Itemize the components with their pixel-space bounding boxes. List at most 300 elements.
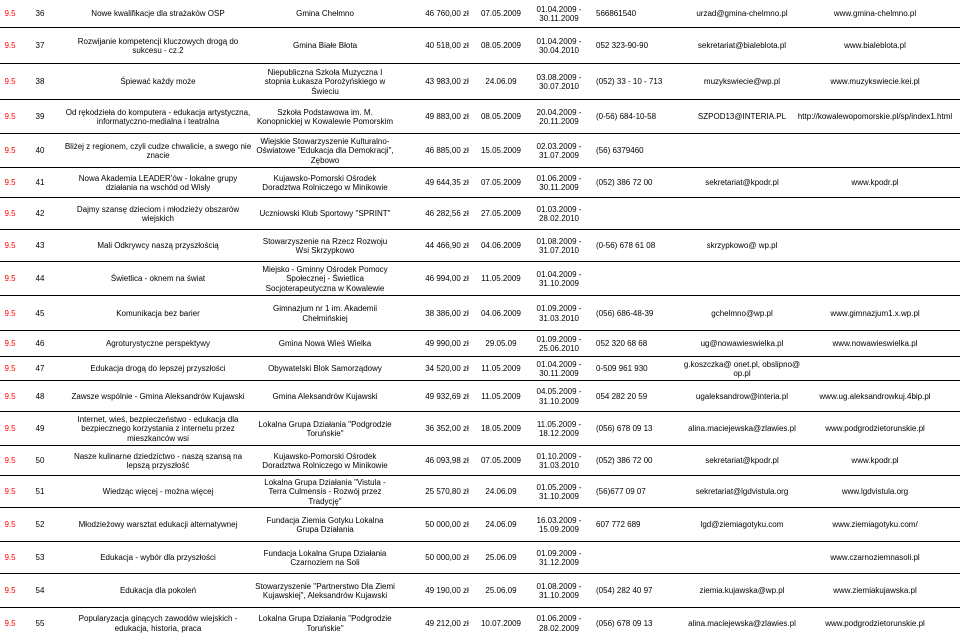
number-cell-text: 40 [35,146,45,156]
title-cell-text: Komunikacja bez barier [116,308,200,318]
title-cell [62,296,254,331]
website-cell [790,542,960,574]
organization-cell [255,230,395,262]
priority-cell-text: 9.5 [4,520,16,530]
title-cell [62,64,254,100]
phone-cell-text: 0-509 961 930 [596,364,648,374]
priority-cell [0,476,20,508]
priority-cell-text: 9.5 [4,41,16,51]
email-cell [680,230,804,262]
priority-cell-text: 9.5 [4,618,16,628]
period-cell [530,574,588,608]
period-cell [530,446,588,476]
table-row [0,28,960,64]
title-cell-text: Edukacja - wybór dla przyszłości [100,553,216,563]
number-cell [20,230,60,262]
phone-cell-text: 052 320 68 68 [596,339,648,349]
period-cell-text: 16.03.2009 - 15.09.2009 [536,515,582,534]
period-cell [530,508,588,542]
organization-cell-text: Miejsko - Gminny Ośrodek Pomocy Społecznej - Świetlica Socjoterapeutyczna w Kowalewie [262,264,388,293]
date-cell [468,0,534,28]
website-cell-text: www.kpodr.pl [851,456,899,466]
period-cell [530,230,588,262]
priority-cell [0,168,20,198]
number-cell [20,100,60,134]
priority-cell-text: 9.5 [4,487,16,497]
number-cell [20,542,60,574]
period-cell-text: 01.03.2009 - 28.02.2010 [536,204,582,223]
email-cell-text: lgd@ziemiagotyku.com [700,520,784,530]
email-cell [680,508,804,542]
period-cell [530,608,588,639]
phone-cell [596,476,688,508]
amount-cell-text: 38 386,00 zł [425,308,469,318]
organization-cell [255,357,395,381]
priority-cell [0,296,20,331]
date-cell-text: 27.05.2009 [480,209,522,219]
date-cell-text: 11.05.2009 [481,391,521,401]
email-cell-text: sekretariat@kpodr.pl [705,178,779,188]
date-cell [468,412,534,446]
website-cell [790,262,960,296]
number-cell [20,28,60,64]
phone-cell [596,574,688,608]
phone-cell [596,381,688,412]
period-cell [530,412,588,446]
date-cell-text: 04.06.2009 [480,241,522,251]
organization-cell-text: Fundacja Lokalna Grupa Działania Czarnoziem na Soli [263,548,387,567]
period-cell [530,198,588,230]
priority-cell-text: 9.5 [4,9,16,19]
date-cell [468,64,534,100]
website-cell [790,0,960,28]
email-cell [680,476,804,508]
period-cell-text: 01.04.2009 - 30.04.2010 [536,36,582,55]
organization-cell-text: Uczniowski Klub Sportowy "SPRINT" [259,209,391,219]
phone-cell-text: 052 323-90-90 [596,41,649,51]
email-cell-text: ug@nowawieswielka.pl [700,339,784,349]
website-cell [790,168,960,198]
priority-cell [0,64,20,100]
priority-cell [0,28,20,64]
date-cell-text: 07.05.2009 [480,9,522,19]
phone-cell [596,134,688,168]
organization-cell [255,198,395,230]
phone-cell-text: (052) 386 72 00 [596,178,653,188]
organization-cell [255,508,395,542]
title-cell-text: Internet, wieś, bezpieczeństwo - edukacja dla bezpiecznego korzystania z internetu przez mieszkanców wsi [77,414,239,443]
number-cell-text: 39 [35,112,45,122]
organization-cell [255,28,395,64]
title-cell [62,381,254,412]
date-cell [468,357,534,381]
phone-cell-text: (56) 6379460 [596,146,644,156]
number-cell [20,574,60,608]
number-cell [20,381,60,412]
title-cell-text: Dajmy szansę dzieciom i młodzieży obszarów wiejskich [76,204,240,223]
period-cell-text: 01.09.2009 - 31.03.2010 [536,304,582,323]
organization-cell-text: Gimnazjum nr 1 im. Akademii Chełmińskiej [272,304,378,323]
title-cell-text: Zawsze wspólnie - Gmina Aleksandrów Kujawski [71,391,245,401]
email-cell-text: gchelmno@wp.pl [711,308,773,318]
email-cell [680,262,804,296]
date-cell-text: 24.06.09 [485,520,517,530]
number-cell [20,608,60,639]
website-cell [790,357,960,381]
organization-cell [255,134,395,168]
table-row [0,357,960,381]
period-cell [530,262,588,296]
email-cell-text: urzad@gmina-chelmno.pl [696,9,788,19]
phone-cell [596,100,688,134]
website-cell [790,608,960,639]
number-cell-text: 41 [35,178,45,188]
website-cell [790,446,960,476]
organization-cell [255,262,395,296]
phone-cell-text: (0-56) 678 61 08 [596,241,656,251]
priority-cell-text: 9.5 [4,553,16,563]
date-cell-text: 10.07.2009 [480,618,522,628]
priority-cell [0,198,20,230]
number-cell [20,0,60,28]
email-cell-text: SZPOD13@INTERIA.PL [697,112,787,122]
date-cell [468,134,534,168]
email-cell-text: ugaleksandrow@interia.pl [695,391,789,401]
period-cell [530,542,588,574]
website-cell-text: www.ug.aleksandrowkuj.4bip.pl [819,391,931,401]
period-cell [530,0,588,28]
number-cell-text: 52 [35,520,45,530]
website-cell-text: www.ziemiagotyku.com/ [832,520,918,530]
date-cell-text: 11.05.2009 [481,364,521,374]
phone-cell [596,446,688,476]
date-cell-text: 07.05.2009 [480,456,522,466]
amount-cell-text: 49 932,69 zł [425,391,469,401]
number-cell-text: 38 [35,77,45,87]
date-cell-text: 15.05.2009 [480,146,522,156]
amount-cell-text: 49 644,35 zł [425,178,469,188]
title-cell [62,476,254,508]
number-cell [20,168,60,198]
priority-cell-text: 9.5 [4,146,16,156]
number-cell-text: 54 [35,586,45,596]
website-cell [790,381,960,412]
priority-cell-text: 9.5 [4,391,16,401]
date-cell-text: 08.05.2009 [480,112,522,122]
phone-cell-text: (052) 386 72 00 [596,456,653,466]
table-row [0,64,960,100]
title-cell-text: Od rękodzieła do komputera - edukacja artystyczna, informatyczno-medialna i teatralna [65,107,251,126]
number-cell [20,64,60,100]
title-cell [62,331,254,357]
website-cell-text: www.bialeblota.pl [844,41,906,51]
period-cell-text: 01.08.2009 - 31.07.2010 [536,236,582,255]
organization-cell [255,0,395,28]
email-cell [680,542,804,574]
amount-cell-text: 44 466,90 zł [425,241,469,251]
organization-cell-text: Lokalna Grupa Działania "Podgrodzie Toruńskie" [258,614,392,633]
date-cell [468,262,534,296]
number-cell-text: 53 [35,553,45,563]
phone-cell [596,198,688,230]
website-cell [790,134,960,168]
table-row [0,0,960,28]
number-cell [20,296,60,331]
phone-cell [596,508,688,542]
table-row [0,446,960,476]
table-row [0,168,960,198]
email-cell-text: skrzypkowo@ wp.pl [706,241,778,251]
priority-cell [0,0,20,28]
phone-cell-text: 054 282 20 59 [596,391,648,401]
number-cell-text: 48 [35,391,45,401]
phone-cell [596,331,688,357]
organization-cell-text: Gmina Chełmno [296,9,354,19]
email-cell [680,168,804,198]
table-row [0,412,960,446]
email-cell [680,331,804,357]
date-cell [468,168,534,198]
number-cell [20,508,60,542]
email-cell-text: ziemia.kujawska@wp.pl [699,586,785,596]
priority-cell [0,100,20,134]
website-cell [790,28,960,64]
organization-cell-text: Lokalna Grupa Działania "Podgrodzie Toruńskie" [258,419,392,438]
title-cell-text: Młodzieżowy warsztat edukacji alternatywnej [78,520,238,530]
period-cell [530,168,588,198]
number-cell-text: 55 [35,618,45,628]
organization-cell-text: Stowarzyszenie na Rzecz Rozwoju Wsi Skrzypkowo [262,236,388,255]
website-cell-text: www.podgrodzietorunskie.pl [825,618,925,628]
number-cell [20,331,60,357]
date-cell-text: 29.05.09 [485,339,517,349]
number-cell [20,262,60,296]
website-cell-text: www.gimnazjum1.x.wp.pl [830,308,920,318]
period-cell [530,64,588,100]
period-cell [530,357,588,381]
priority-cell-text: 9.5 [4,424,16,434]
period-cell-text: 01.05.2009 - 31.10.2009 [536,482,582,501]
period-cell-text: 20.04.2009 - 20.11.2009 [536,107,582,126]
email-cell [680,64,804,100]
email-cell [680,608,804,639]
phone-cell [596,262,688,296]
website-cell [790,574,960,608]
organization-cell-text: Wiejskie Stowarzyszenie Kulturalno-Oświatowe "Edukacja dla Demokracji", Zębowo [256,136,394,165]
date-cell-text: 04.06.2009 [480,308,522,318]
priority-cell [0,357,20,381]
phone-cell-text: 566861540 [596,9,637,19]
title-cell-text: Nasze kulinarne dziedzictwo - naszą szansą na lepszą przyszłość [73,451,243,470]
amount-cell-text: 46 760,00 zł [425,9,469,19]
priority-cell-text: 9.5 [4,586,16,596]
period-cell [530,296,588,331]
phone-cell-text: 607 772 689 [596,520,641,530]
priority-cell-text: 9.5 [4,112,16,122]
organization-cell [255,542,395,574]
number-cell-text: 36 [35,9,45,19]
phone-cell-text: (054) 282 40 97 [596,586,653,596]
phone-cell-text: (056) 686-48-39 [596,308,654,318]
title-cell-text: Wiedząc więcej - można więcej [102,487,214,497]
email-cell-text: sekretariat@kpodr.pl [705,456,779,466]
period-cell [530,134,588,168]
date-cell-text: 08.05.2009 [480,41,522,51]
period-cell [530,28,588,64]
phone-cell [596,230,688,262]
phone-cell-text: (0-56) 684-10-58 [596,112,657,122]
amount-cell-text: 36 352,00 zł [425,424,469,434]
phone-cell-text: (052) 33 - 10 - 713 [596,77,663,87]
amount-cell-text: 49 190,00 zł [425,586,469,596]
date-cell [468,296,534,331]
table-row [0,574,960,608]
priority-cell [0,331,20,357]
number-cell [20,357,60,381]
phone-cell-text: (056) 678 09 13 [596,618,653,628]
amount-cell-text: 46 885,00 zł [425,146,469,156]
email-cell-text: alina.maciejewska@zlawies.pl [688,424,796,434]
phone-cell [596,168,688,198]
period-cell-text: 01.04.2009 - 30.11.2009 [536,4,582,23]
number-cell-text: 50 [35,456,45,466]
priority-cell-text: 9.5 [4,209,16,219]
period-cell-text: 01.09.2009 - 25.06.2010 [536,334,582,353]
title-cell-text: Mali Odkrywcy naszą przyszłością [97,241,219,251]
title-cell-text: Edukacja drogą do lepszej przyszłości [90,364,226,374]
email-cell-text: muzykswiecie@wp.pl [703,77,781,87]
email-cell [680,198,804,230]
date-cell [468,542,534,574]
amount-cell-text: 49 212,00 zł [425,618,469,628]
period-cell-text: 01.04.2009 - 30.11.2009 [536,359,582,378]
table-row [0,608,960,639]
title-cell [62,100,254,134]
date-cell [468,508,534,542]
organization-cell [255,446,395,476]
website-cell [790,100,960,134]
website-cell-text: www.ziemiakujawska.pl [833,586,917,596]
organization-cell-text: Lokalna Grupa Działania "Vistula - Terra Culmensis - Rozwój przez Tradycję" [264,477,386,506]
period-cell-text: 04.05.2009 - 31.10.2009 [536,387,582,406]
email-cell [680,357,804,381]
phone-cell [596,608,688,639]
number-cell [20,198,60,230]
period-cell-text: 01.10.2009 - 31.03.2010 [536,451,582,470]
email-cell [680,100,804,134]
website-cell-text: www.muzykswiecie.kei.pl [830,77,920,87]
phone-cell [596,64,688,100]
title-cell [62,198,254,230]
date-cell [468,331,534,357]
amount-cell-text: 49 883,00 zł [425,112,469,122]
date-cell-text: 07.05.2009 [480,178,522,188]
priority-cell-text: 9.5 [4,77,16,87]
amount-cell-text: 46 282,56 zł [425,209,469,219]
priority-cell [0,542,20,574]
phone-cell-text: (56)677 09 07 [596,487,646,497]
amount-cell-text: 40 518,00 zł [425,41,469,51]
number-cell-text: 51 [35,487,45,497]
website-cell [790,476,960,508]
website-cell [790,230,960,262]
number-cell-text: 44 [35,274,45,284]
organization-cell [255,381,395,412]
website-cell-text: www.lgdvistula.org [841,487,909,497]
table-row [0,198,960,230]
date-cell-text: 24.06.09 [485,77,517,87]
title-cell-text: Śpiewać każdy może [120,77,196,87]
number-cell [20,446,60,476]
number-cell [20,134,60,168]
amount-cell-text: 50 000,00 zł [425,553,469,563]
title-cell [62,28,254,64]
website-cell-text: www.gmina-chelmno.pl [833,9,917,19]
organization-cell [255,331,395,357]
date-cell [468,198,534,230]
table-row [0,508,960,542]
date-cell [468,446,534,476]
email-cell [680,28,804,64]
priority-cell-text: 9.5 [4,308,16,318]
number-cell-text: 43 [35,241,45,251]
title-cell [62,608,254,639]
organization-cell-text: Gmina Nowa Wieś Wielka [278,339,372,349]
phone-cell-text: (056) 678 09 13 [596,424,653,434]
period-cell [530,381,588,412]
website-cell [790,64,960,100]
period-cell [530,100,588,134]
priority-cell-text: 9.5 [4,241,16,251]
organization-cell [255,412,395,446]
table-row [0,296,960,331]
period-cell-text: 01.08.2009 - 31.10.2009 [536,581,582,600]
website-cell [790,198,960,230]
title-cell [62,168,254,198]
email-cell-text: alina.maciejewska@zlawies.pl [688,618,796,628]
title-cell-text: Popularyzacja ginących zawodów wiejskich - edukacja, historia, praca [78,614,238,633]
priority-cell [0,262,20,296]
table-row [0,331,960,357]
website-cell-text: www.podgrodzietorunskie.pl [825,424,925,434]
email-cell-text: sekretariat@lgdvistula.org [695,487,789,497]
period-cell-text: 01.06.2009 - 30.11.2009 [536,173,582,192]
organization-cell-text: Szkoła Podstawowa im. M. Konopnickiej w Kowalewie Pomorskim [256,107,394,126]
organization-cell [255,476,395,508]
priority-cell [0,508,20,542]
table-row [0,230,960,262]
amount-cell-text: 34 520,00 zł [425,364,469,374]
phone-cell [596,357,688,381]
email-cell [680,574,804,608]
number-cell-text: 47 [35,364,45,374]
title-cell [62,134,254,168]
number-cell [20,412,60,446]
title-cell [62,412,254,446]
table-row [0,476,960,508]
number-cell-text: 42 [35,209,45,219]
priority-cell-text: 9.5 [4,178,16,188]
priority-cell [0,446,20,476]
period-cell-text: 11.05.2009 - 18.12.2009 [536,419,582,438]
email-cell [680,296,804,331]
priority-cell [0,608,20,639]
organization-cell-text: Gmina Aleksandrów Kujawski [272,391,378,401]
phone-cell [596,542,688,574]
date-cell-text: 24.06.09 [485,487,517,497]
number-cell-text: 49 [35,424,45,434]
title-cell [62,0,254,28]
